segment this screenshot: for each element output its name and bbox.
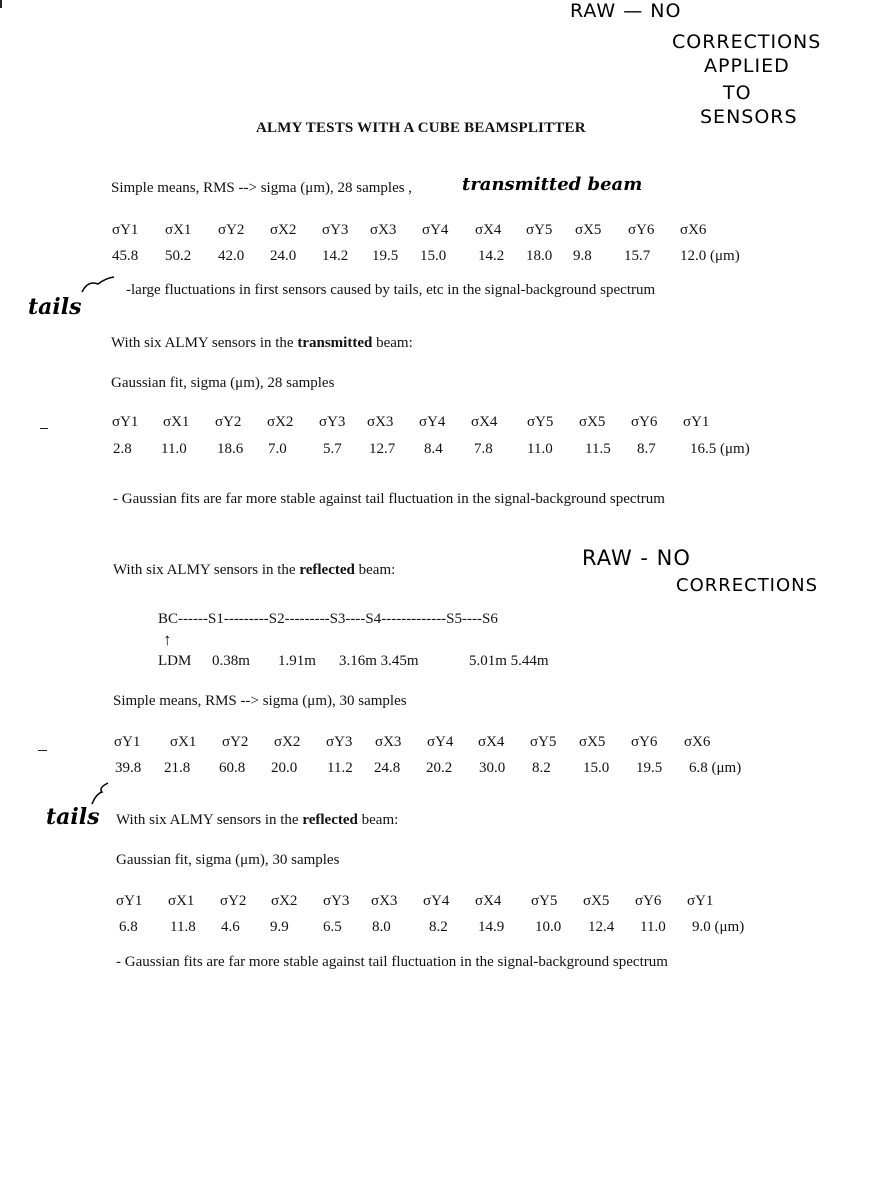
value-cell: 9.8 xyxy=(573,248,592,264)
value-cell: 7.8 xyxy=(474,441,493,457)
col-header: σX3 xyxy=(370,222,397,238)
value-cell: 7.0 xyxy=(268,441,287,457)
col-header: σY3 xyxy=(326,734,353,750)
value-cell: 20.0 xyxy=(271,760,298,776)
section4-note: - Gaussian fits are far more stable against tail fluctuation in the signal-background spectrum xyxy=(116,954,668,970)
col-header: σY5 xyxy=(526,222,553,238)
value-cell: 39.8 xyxy=(115,760,142,776)
section2-heading xyxy=(111,335,413,352)
col-header: σY4 xyxy=(419,414,446,430)
value-cell: 8.2 xyxy=(429,919,448,935)
value-cell: 18.6 xyxy=(217,441,244,457)
section1-note: -large fluctuations in first sensors caused by tails, etc in the signal-background spectrum xyxy=(126,282,656,298)
value-cell: 30.0 xyxy=(479,760,506,776)
value-cell: 15.7 xyxy=(624,248,651,264)
handwritten-tails-2: tails xyxy=(46,804,100,830)
position-label: 0.38m xyxy=(212,653,250,669)
handwritten-note-corrections: CORRECTIONS xyxy=(672,31,822,53)
value-cell: 14.2 xyxy=(478,248,505,264)
value-cell: 9.0 (μm) xyxy=(692,919,745,935)
heading-bold: transmitted xyxy=(297,335,373,351)
value-cell: 4.6 xyxy=(221,919,240,935)
col-header: σX4 xyxy=(471,414,498,430)
col-header: σY6 xyxy=(628,222,655,238)
margin-tick xyxy=(40,428,48,429)
section1-intro: Simple means, RMS --> sigma (μm), 28 samples , xyxy=(111,180,413,196)
col-header: σY3 xyxy=(323,893,350,909)
value-cell: 24.8 xyxy=(374,760,401,776)
col-header: σY1 xyxy=(687,893,714,909)
value-cell: 8.7 xyxy=(637,441,656,457)
value-cell: 10.0 xyxy=(535,919,562,935)
heading-text: beam: xyxy=(358,562,396,578)
value-cell: 8.0 xyxy=(372,919,391,935)
value-cell: 9.9 xyxy=(270,919,289,935)
value-cell: 5.7 xyxy=(323,441,342,457)
value-cell: 6.8 xyxy=(119,919,138,935)
heading-bold: reflected xyxy=(302,812,358,828)
value-cell: 11.8 xyxy=(170,919,196,935)
col-header: σY5 xyxy=(527,414,554,430)
col-header: σY1 xyxy=(116,893,143,909)
value-cell: 11.5 xyxy=(585,441,611,457)
handwritten-corrections-mid: CORRECTIONS xyxy=(676,575,819,596)
col-header: σY3 xyxy=(322,222,349,238)
section3-heading xyxy=(113,562,395,579)
col-header: σY5 xyxy=(531,893,558,909)
col-header: σY2 xyxy=(215,414,242,430)
col-header: σX3 xyxy=(367,414,394,430)
heading-text: beam: xyxy=(376,335,413,351)
value-cell: 12.7 xyxy=(369,441,396,457)
value-cell: 14.9 xyxy=(478,919,505,935)
up-arrow-icon: ↑ xyxy=(163,630,172,649)
handwritten-tails-1: tails xyxy=(28,294,82,320)
value-cell: 16.5 (μm) xyxy=(690,441,750,457)
col-header: σX4 xyxy=(475,222,502,238)
section3-sub: Simple means, RMS --> sigma (μm), 30 samples xyxy=(113,693,407,709)
col-header: σX3 xyxy=(371,893,398,909)
value-cell: 12.4 xyxy=(588,919,615,935)
col-header: σX5 xyxy=(575,222,602,238)
value-cell: 12.0 (μm) xyxy=(680,248,740,264)
value-cell: 11.2 xyxy=(327,760,353,776)
col-header: σX3 xyxy=(375,734,402,750)
value-cell: 45.8 xyxy=(112,248,139,264)
value-cell: 19.5 xyxy=(372,248,399,264)
value-cell: 21.8 xyxy=(164,760,191,776)
value-cell: 6.5 xyxy=(323,919,342,935)
col-header: σY1 xyxy=(112,414,139,430)
position-label: 3.16m 3.45m xyxy=(339,653,419,669)
value-cell: 24.0 xyxy=(270,248,297,264)
value-cell: 6.8 (μm) xyxy=(689,760,742,776)
section4-sub: Gaussian fit, sigma (μm), 30 samples xyxy=(116,852,340,868)
value-cell: 11.0 xyxy=(527,441,553,457)
col-header: σX6 xyxy=(680,222,707,238)
col-header: σX6 xyxy=(684,734,711,750)
value-cell: 2.8 xyxy=(113,441,132,457)
value-cell: 19.5 xyxy=(636,760,663,776)
handwritten-note-to: TO xyxy=(723,82,752,104)
col-header: σX1 xyxy=(163,414,190,430)
col-header: σX5 xyxy=(583,893,610,909)
position-label: 1.91m xyxy=(278,653,316,669)
heading-text: With six ALMY sensors in the xyxy=(111,335,294,351)
col-header: σX2 xyxy=(274,734,301,750)
col-header: σX2 xyxy=(271,893,298,909)
col-header: σY3 xyxy=(319,414,346,430)
col-header: σY6 xyxy=(631,414,658,430)
handwritten-note-raw: RAW — NO xyxy=(570,0,682,22)
value-cell: 14.2 xyxy=(322,248,349,264)
col-header: σY2 xyxy=(218,222,245,238)
value-cell: 15.0 xyxy=(583,760,610,776)
position-label: 5.01m 5.44m xyxy=(469,653,549,669)
col-header: σY2 xyxy=(222,734,249,750)
col-header: σX4 xyxy=(475,893,502,909)
handwritten-raw-mid: RAW - NO xyxy=(582,546,691,570)
col-header: σX2 xyxy=(267,414,294,430)
page-title: ALMY TESTS WITH A CUBE BEAMSPLITTER xyxy=(256,120,586,136)
col-header: σX5 xyxy=(579,734,606,750)
value-cell: 50.2 xyxy=(165,248,192,264)
col-header: σY5 xyxy=(530,734,557,750)
col-header: σX1 xyxy=(168,893,195,909)
handwritten-note-sensors: SENSORS xyxy=(700,106,798,128)
col-header: σY4 xyxy=(423,893,450,909)
col-header: σX2 xyxy=(270,222,297,238)
value-cell: 60.8 xyxy=(219,760,246,776)
margin-tick xyxy=(38,750,47,751)
col-header: σY6 xyxy=(635,893,662,909)
value-cell: 15.0 xyxy=(420,248,447,264)
handwritten-tails-stroke-icon xyxy=(80,274,120,294)
heading-text: With six ALMY sensors in the xyxy=(116,812,299,828)
value-cell: 42.0 xyxy=(218,248,245,264)
handwritten-note-applied: APPLIED xyxy=(704,55,790,77)
value-cell: 18.0 xyxy=(526,248,553,264)
position-label: LDM xyxy=(158,653,192,669)
col-header: σY6 xyxy=(631,734,658,750)
col-header: σX1 xyxy=(170,734,197,750)
handwritten-transmitted-beam: transmitted beam xyxy=(462,174,643,195)
section4-heading xyxy=(116,812,398,829)
value-cell: 8.2 xyxy=(532,760,551,776)
col-header: σY2 xyxy=(220,893,247,909)
col-header: σY1 xyxy=(683,414,710,430)
col-header: σY4 xyxy=(422,222,449,238)
col-header: σX4 xyxy=(478,734,505,750)
sensor-layout-line: BC------S1---------S2---------S3----S4-------------S5----S6 xyxy=(158,611,498,627)
value-cell: 11.0 xyxy=(161,441,187,457)
col-header: σY4 xyxy=(427,734,454,750)
heading-bold: reflected xyxy=(299,562,355,578)
col-header: σX1 xyxy=(165,222,192,238)
handwritten-tails-stroke-icon xyxy=(86,780,118,806)
value-cell: 11.0 xyxy=(640,919,666,935)
col-header: σY1 xyxy=(114,734,141,750)
section2-sub: Gaussian fit, sigma (μm), 28 samples xyxy=(111,375,335,391)
section2-note: - Gaussian fits are far more stable against tail fluctuation in the signal-background spectrum xyxy=(113,491,665,507)
heading-text: beam: xyxy=(361,812,399,828)
col-header: σY1 xyxy=(112,222,139,238)
value-cell: 20.2 xyxy=(426,760,453,776)
value-cell: 8.4 xyxy=(424,441,443,457)
corner-mark xyxy=(0,0,2,8)
heading-text: With six ALMY sensors in the xyxy=(113,562,296,578)
col-header: σX5 xyxy=(579,414,606,430)
